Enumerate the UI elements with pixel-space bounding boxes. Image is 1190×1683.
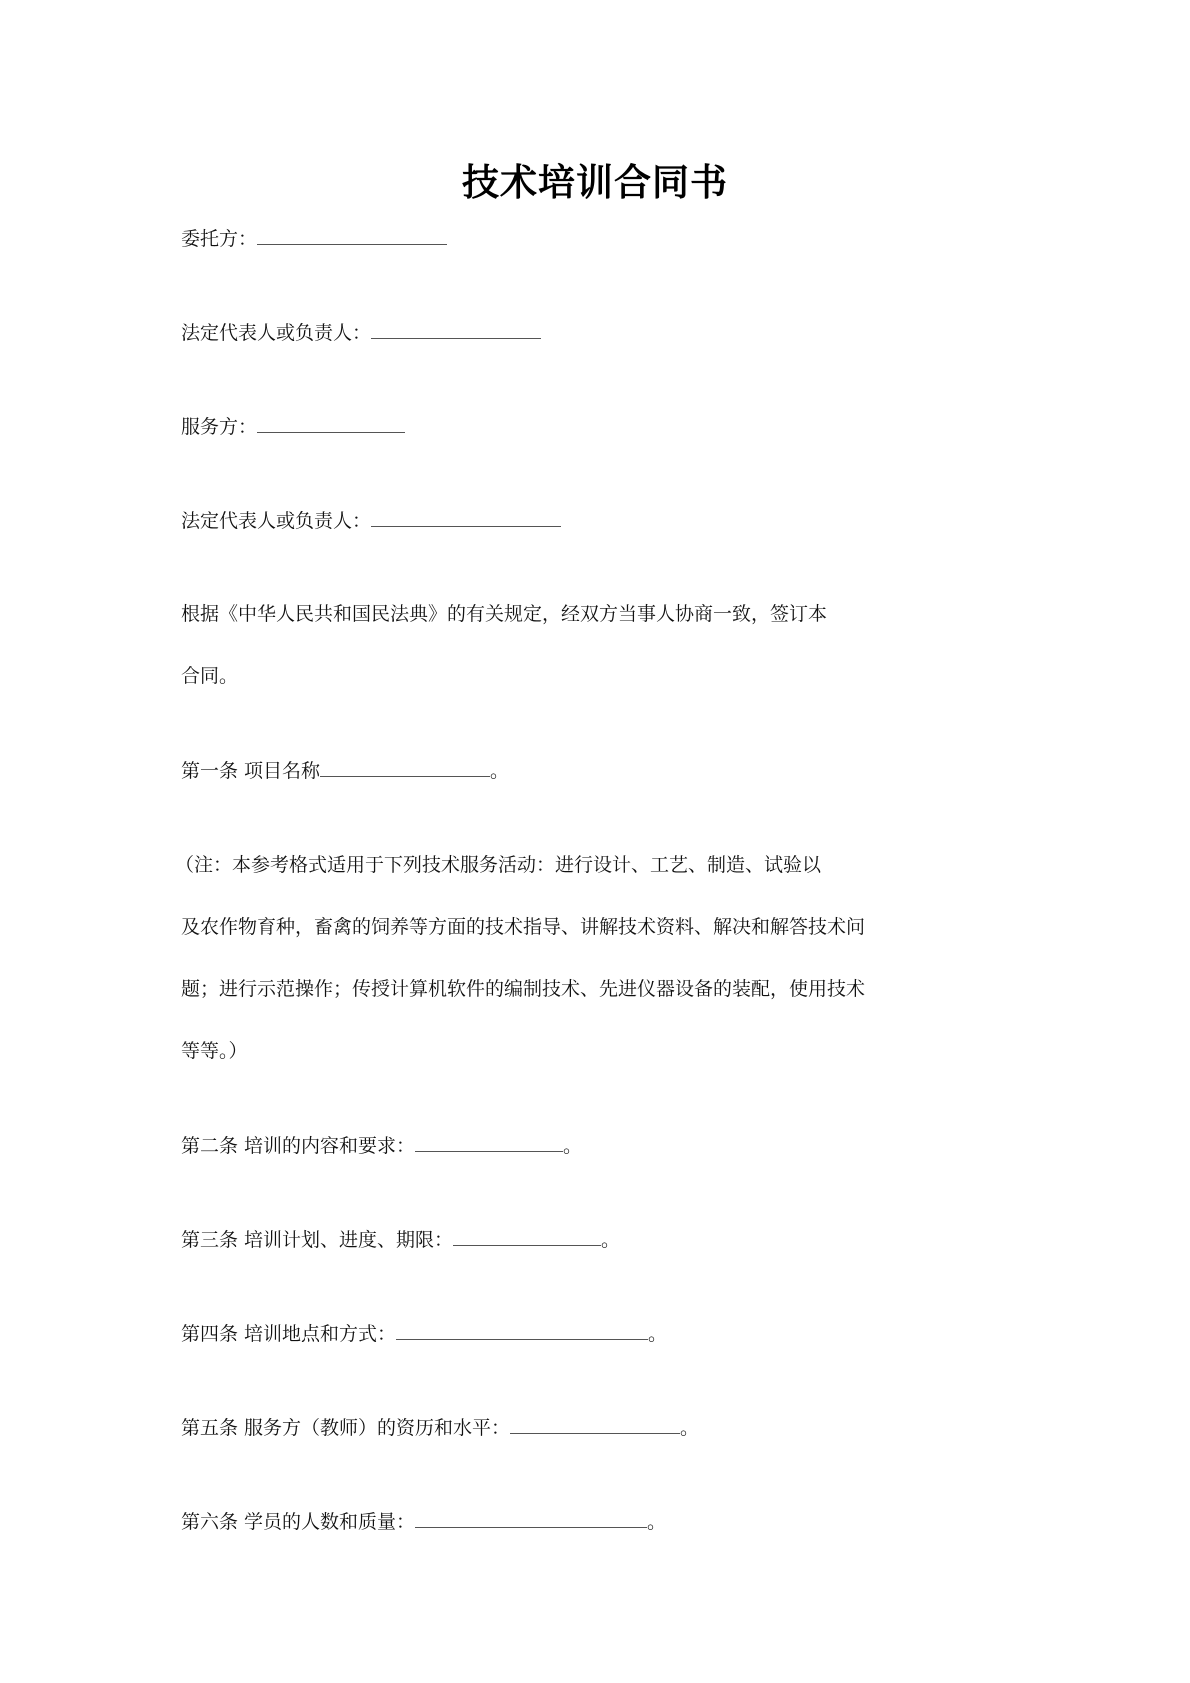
article-1 bbox=[181, 758, 509, 783]
article-4 bbox=[181, 1321, 667, 1346]
fill-blank[interactable] bbox=[453, 1227, 601, 1246]
fill-blank[interactable] bbox=[396, 1321, 648, 1340]
field-label: 法定代表人或负责人： bbox=[181, 322, 372, 344]
article-label: 第一条 项目名称 bbox=[181, 760, 321, 782]
field-service-provider bbox=[181, 414, 405, 439]
document-title: 技术培训合同书 bbox=[462, 160, 728, 204]
fill-blank[interactable] bbox=[257, 414, 405, 433]
note-line-1: （注：本参考格式适用于下列技术服务活动：进行设计、工艺、制造、试验以 bbox=[175, 854, 822, 876]
article-5 bbox=[181, 1415, 699, 1440]
article-label: 第四条 培训地点和方式： bbox=[181, 1323, 397, 1345]
fill-blank[interactable] bbox=[371, 320, 541, 339]
article-suffix: 。 bbox=[680, 1417, 700, 1439]
article-suffix: 。 bbox=[563, 1135, 583, 1157]
note-line-3: 题；进行示范操作；传授计算机软件的编制技术、先进仪器设备的装配，使用技术 bbox=[181, 978, 866, 1000]
field-provider-representative bbox=[181, 508, 561, 533]
fill-blank[interactable] bbox=[320, 758, 490, 777]
note-line-4: 等等。） bbox=[181, 1040, 248, 1062]
article-suffix: 。 bbox=[648, 1323, 668, 1345]
field-label: 服务方： bbox=[181, 416, 258, 438]
article-suffix: 。 bbox=[490, 760, 510, 782]
fill-blank[interactable] bbox=[415, 1509, 647, 1528]
fill-blank[interactable] bbox=[510, 1415, 680, 1434]
field-client-representative bbox=[181, 320, 541, 345]
preamble-line-2: 合同。 bbox=[181, 665, 239, 687]
article-label: 第二条 培训的内容和要求： bbox=[181, 1135, 416, 1157]
article-label: 第六条 学员的人数和质量： bbox=[181, 1511, 416, 1533]
article-6 bbox=[181, 1509, 666, 1534]
article-label: 第五条 服务方（教师）的资历和水平： bbox=[181, 1417, 511, 1439]
article-3 bbox=[181, 1227, 620, 1252]
preamble-line-1: 根据《中华人民共和国民法典》的有关规定，经双方当事人协商一致，签订本 bbox=[181, 603, 828, 625]
note-line-2: 及农作物育种，畜禽的饲养等方面的技术指导、讲解技术资料、解决和解答技术问 bbox=[181, 916, 866, 938]
article-suffix: 。 bbox=[647, 1511, 667, 1533]
fill-blank[interactable] bbox=[371, 508, 561, 527]
field-client bbox=[181, 226, 447, 251]
field-label: 法定代表人或负责人： bbox=[181, 510, 372, 532]
fill-blank[interactable] bbox=[257, 226, 447, 245]
field-label: 委托方： bbox=[181, 228, 258, 250]
article-label: 第三条 培训计划、进度、期限： bbox=[181, 1229, 454, 1251]
fill-blank[interactable] bbox=[415, 1133, 563, 1152]
article-suffix: 。 bbox=[601, 1229, 621, 1251]
article-2 bbox=[181, 1133, 582, 1158]
